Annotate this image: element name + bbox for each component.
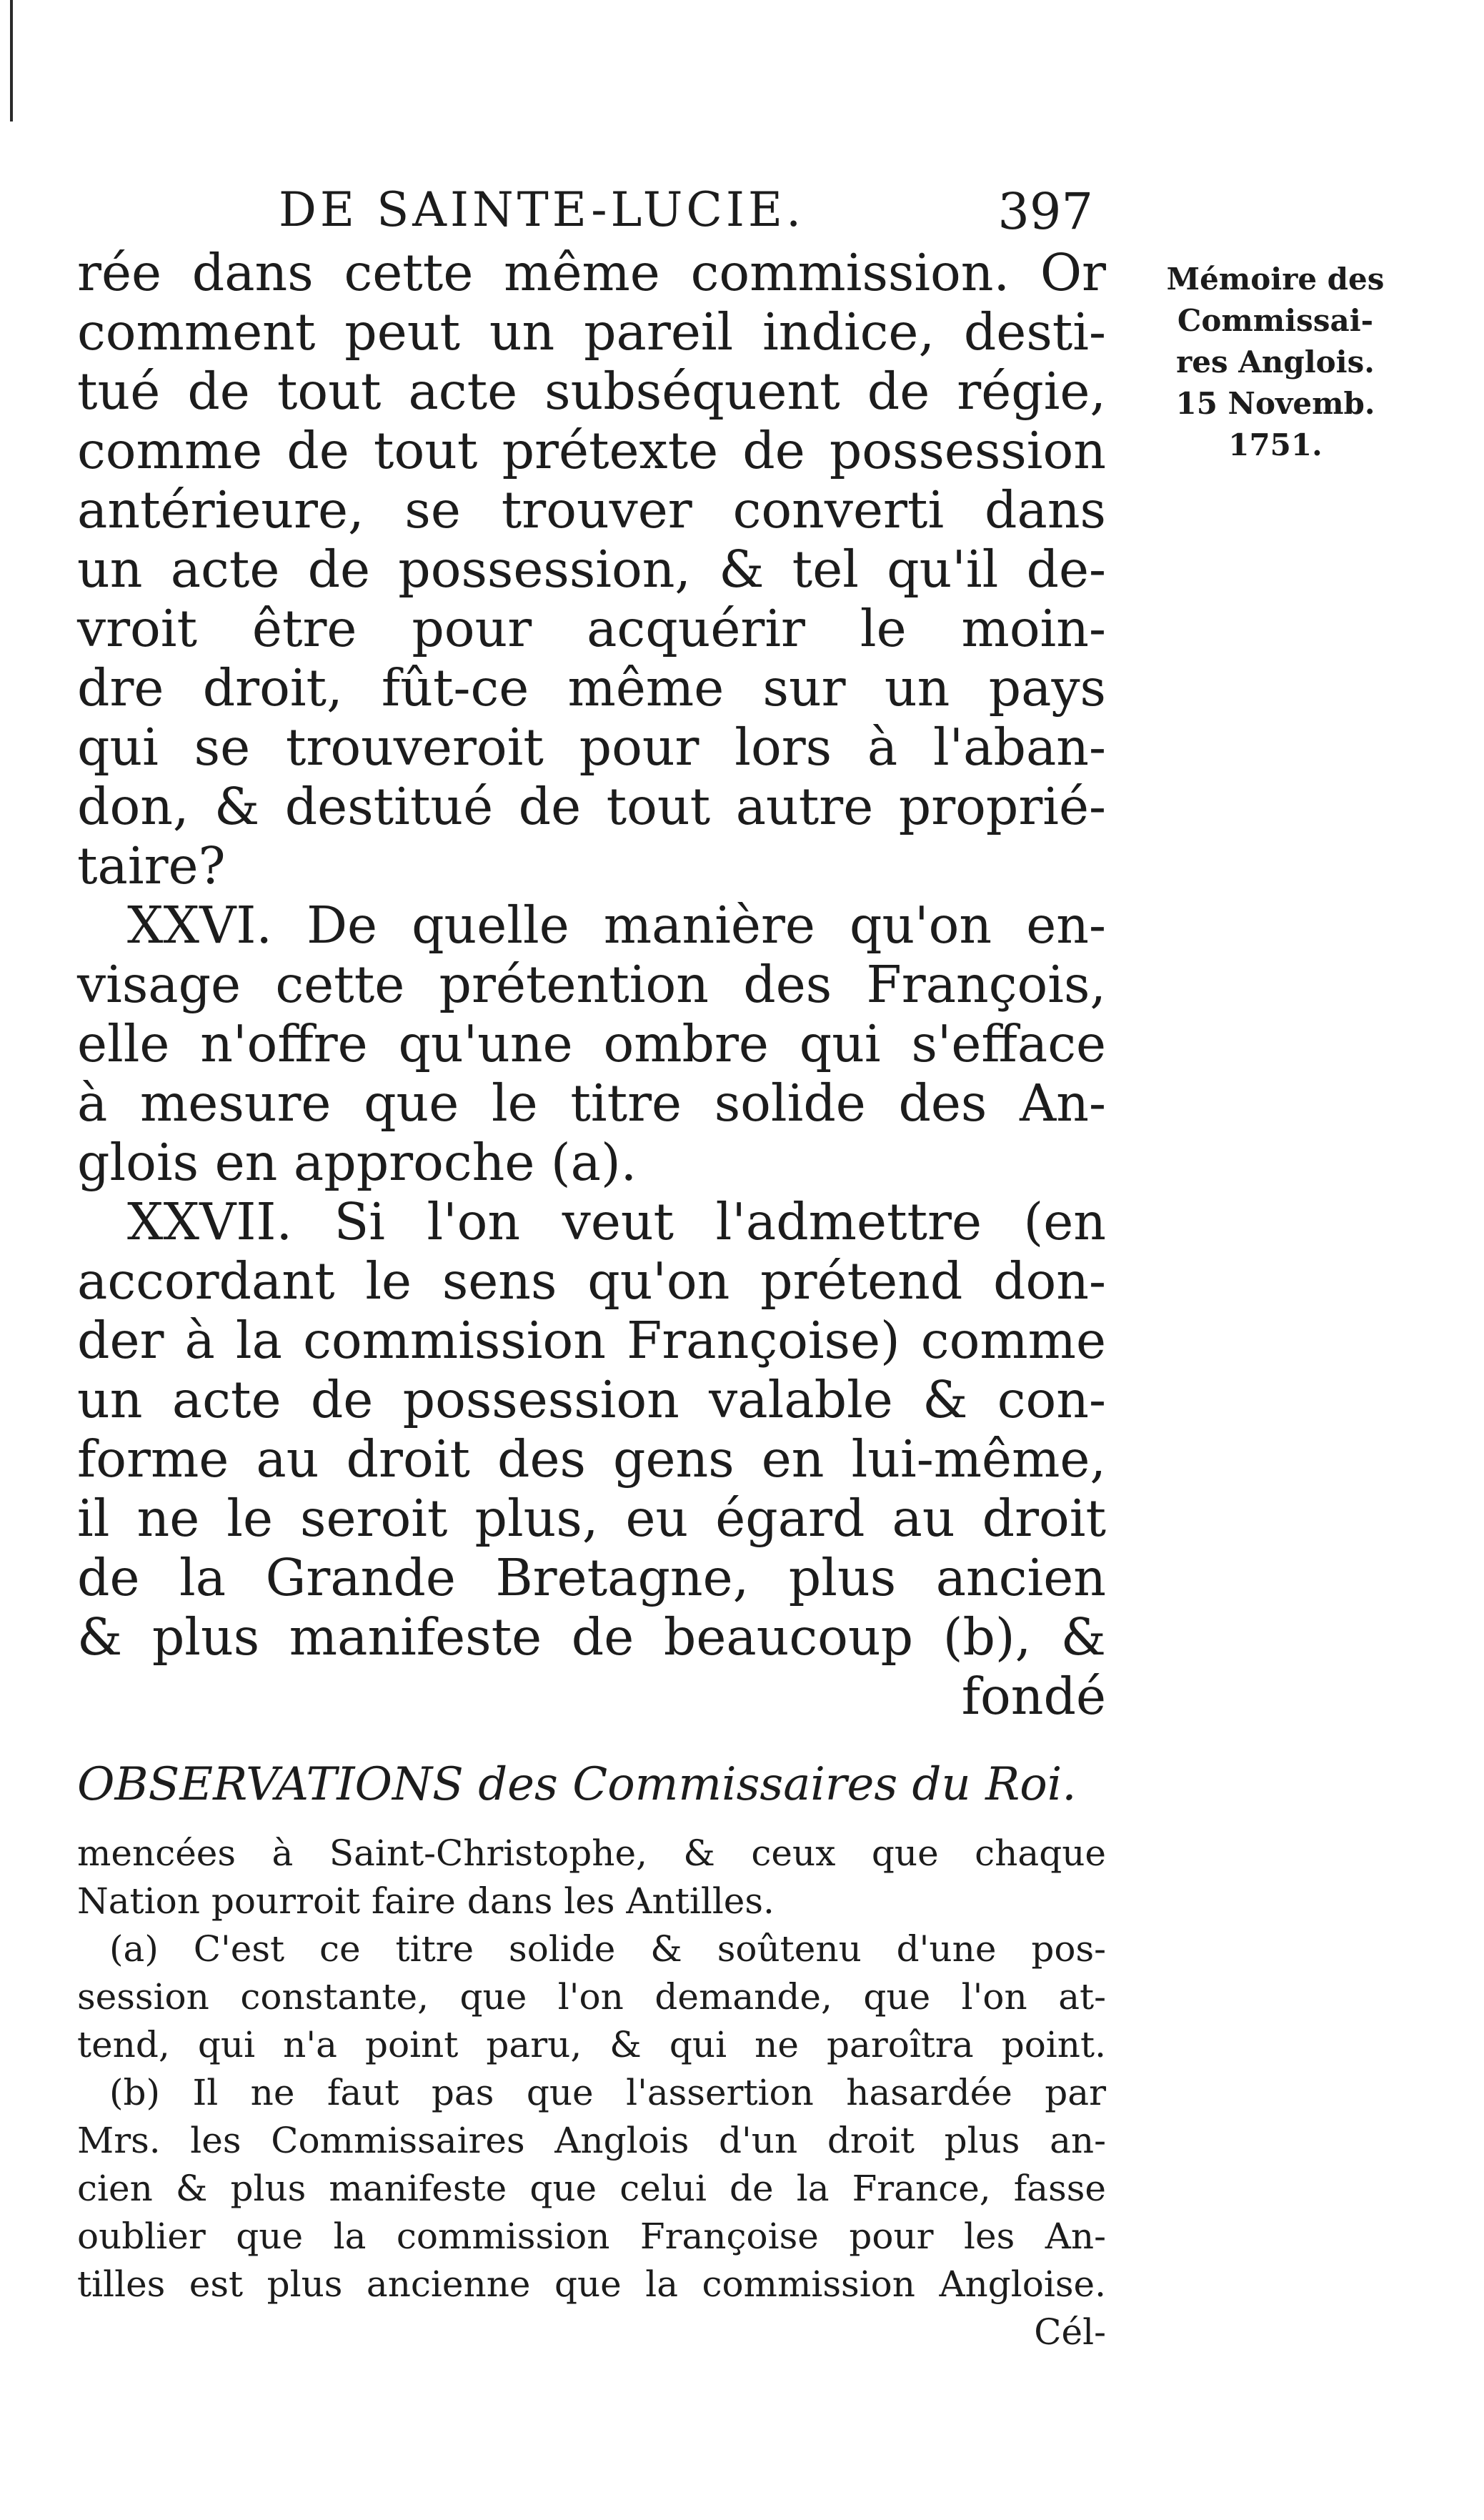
text-line: comment peut un pareil indice, desti- bbox=[77, 302, 1106, 362]
footnote-line: Mrs. les Commissaires Anglois d'un droit plus an- bbox=[77, 2120, 1106, 2161]
text-line: comme de tout prétexte de possession bbox=[77, 421, 1106, 480]
footnotes bbox=[77, 1830, 1106, 2356]
margin-note-line: res Anglois. bbox=[1176, 344, 1375, 380]
text-line: tué de tout acte subséquent de régie, bbox=[77, 362, 1106, 421]
footnote-b: (b) Il ne faut pas que l'assertion hasardée par bbox=[109, 2072, 1106, 2113]
text-line: dre droit, fût-ce même sur un pays bbox=[77, 658, 1106, 718]
footnote-line: tend, qui n'a point paru, & qui ne paroîtra point. bbox=[77, 2024, 1106, 2065]
text-line: un acte de possession valable & con- bbox=[77, 1370, 1106, 1429]
margin-note-line: Mémoire des bbox=[1166, 262, 1385, 297]
margin-note-line: Commissai- bbox=[1177, 303, 1374, 338]
text-line: der à la commission Françoise) comme bbox=[77, 1311, 1106, 1370]
paragraph-start-xxvi: XXVI. De quelle manière qu'on en- bbox=[127, 896, 1106, 955]
text-line: taire? bbox=[77, 836, 226, 896]
text-line: qui se trouveroit pour lors à l'aban- bbox=[77, 718, 1106, 777]
footnote-line: tilles est plus ancienne que la commission Angloise. bbox=[77, 2263, 1106, 2305]
text-line: rée dans cette même commission. Or bbox=[77, 243, 1106, 302]
page-number: 397 bbox=[997, 182, 1093, 241]
footnote-line: session constante, que l'on demande, que l'on at- bbox=[77, 1976, 1106, 2018]
observations-heading: OBSERVATIONS des Commissaires du Roi. bbox=[77, 1758, 1077, 1811]
text-line: & plus manifeste de beaucoup (b), & bbox=[77, 1607, 1106, 1667]
text-line: accordant le sens qu'on prétend don- bbox=[77, 1251, 1106, 1311]
text-line: de la Grande Bretagne, plus ancien bbox=[77, 1548, 1106, 1607]
text-line: un acte de possession, & tel qu'il de- bbox=[77, 540, 1106, 599]
footnote-line: cien & plus manifeste que celui de la France, fasse bbox=[77, 2168, 1106, 2209]
text-line: forme au droit des gens en lui-même, bbox=[77, 1429, 1106, 1489]
margin-note-line: 1751. bbox=[1228, 427, 1323, 462]
text-line: à mesure que le titre solide des An- bbox=[77, 1073, 1106, 1133]
page-header bbox=[279, 182, 1093, 247]
main-text bbox=[77, 243, 1106, 1726]
binding-edge bbox=[10, 0, 13, 121]
footnote-catchword: Cél- bbox=[1034, 2311, 1106, 2353]
text-line: il ne le seroit plus, eu égard au droit bbox=[77, 1489, 1106, 1548]
footnote-line: Nation pourroit faire dans les Antilles. bbox=[77, 1880, 775, 1922]
text-line: elle n'offre qu'une ombre qui s'efface bbox=[77, 1014, 1106, 1073]
catchword: fondé bbox=[961, 1667, 1106, 1726]
text-line: antérieure, se trouver converti dans bbox=[77, 480, 1106, 540]
margin-note-line: 15 Novemb. bbox=[1175, 386, 1375, 421]
footnote-line: oublier que la commission Françoise pour les An- bbox=[77, 2216, 1106, 2257]
footnote-a: (a) C'est ce titre solide & soûtenu d'une pos- bbox=[109, 1928, 1106, 1970]
text-line: visage cette prétention des François, bbox=[77, 955, 1106, 1014]
paragraph-start-xxvii: XXVII. Si l'on veut l'admettre (en bbox=[127, 1192, 1106, 1251]
text-line: vroit être pour acquérir le moin- bbox=[77, 599, 1106, 658]
running-title: DE SAINTE-LUCIE. bbox=[279, 182, 805, 237]
margin-note bbox=[1132, 259, 1418, 466]
footnote-line: mencées à Saint-Christophe, & ceux que chaque bbox=[77, 1832, 1106, 1874]
text-line: glois en approche (a). bbox=[77, 1133, 637, 1192]
text-line: don, & destitué de tout autre proprié- bbox=[77, 777, 1106, 836]
